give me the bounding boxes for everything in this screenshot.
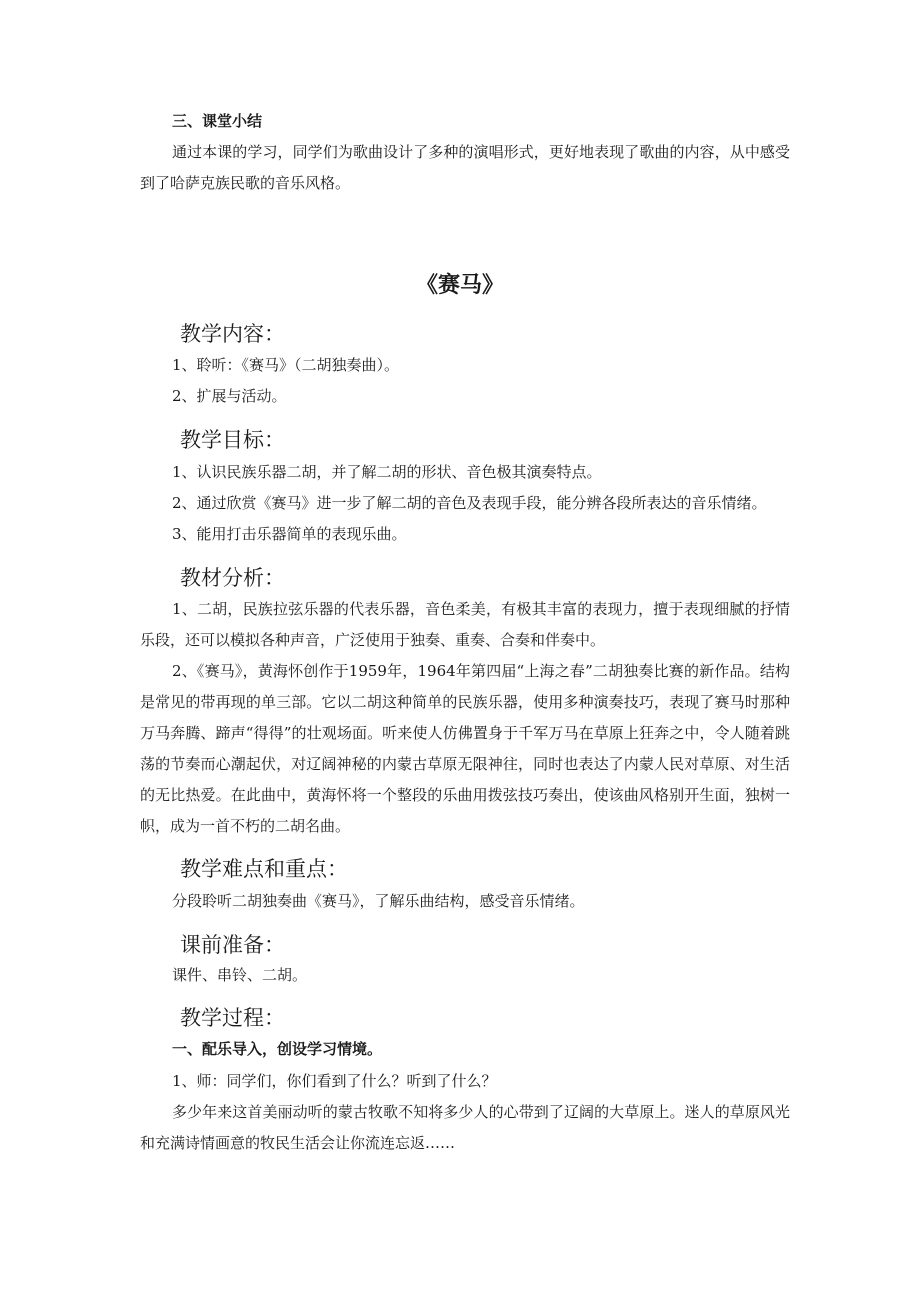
- lesson-title: 《赛马》: [415, 273, 504, 298]
- process-paragraph: 多少年来这首美丽动听的蒙古牧歌不知将多少人的心带到了辽阔的大草原上。迷人的草原风光和充满诗情画意的牧民生活会让你流连忘返……: [140, 1103, 790, 1152]
- content-heading: 教学内容：: [180, 322, 285, 346]
- summary-paragraph: 通过本课的学习，同学们为歌曲设计了多种的演唱形式，更好地表现了歌曲的内容，从中感受到了哈萨克族民歌的音乐风格。: [140, 143, 790, 192]
- analysis-paragraph-2: 2、《赛马》，黄海怀创作于1959年，1964年第四届“上海之春”二胡独奏比赛的新作品。结构是常见的带再现的单三部。它以二胡这种简单的民族乐器，使用多种演奏技巧，表现了赛马时那种万马奔腾、蹄声“得得”的壮观场面。听来使人仿佛置身于千军万马在草原上狂奔之中，令人随着跳荡的节奏而心潮起伏，对辽阔神秘的内蒙古草原无限神往，同时也表达了内蒙人民对草原、对生活的无比热爱。在此曲中，黄海怀将一个整段的乐曲用拨弦技巧奏出，使该曲风格别开生面，独树一帜，成为一首不朽的二胡名曲。: [140, 662, 790, 835]
- analysis-heading: 教材分析：: [180, 566, 285, 590]
- process-step-1: 一、配乐导入，创设学习情境。: [172, 1040, 383, 1058]
- analysis-paragraph-1: 1、二胡，民族拉弦乐器的代表乐器，音色柔美，有极其丰富的表现力，擅于表现细腻的抒情乐段，还可以模拟各种声音，广泛使用于独奏、重奏、合奏和伴奏中。: [140, 600, 790, 649]
- goals-heading: 教学目标：: [180, 428, 285, 452]
- preparation-paragraph: 课件、串铃、二胡。: [172, 966, 308, 984]
- goal-item: 2、通过欣赏《赛马》进一步了解二胡的音色及表现手段，能分辨各段所表达的音乐情绪。: [172, 494, 767, 512]
- preparation-heading: 课前准备：: [180, 933, 285, 957]
- goal-item: 1、认识民族乐器二胡，并了解二胡的形状、音色极其演奏特点。: [172, 463, 602, 481]
- content-item: 1、聆听：《赛马》（二胡独奏曲）。: [172, 356, 400, 374]
- difficulty-paragraph: 分段聆听二胡独奏曲《赛马》，了解乐曲结构，感受音乐情绪。: [172, 892, 585, 910]
- summary-heading: 三、课堂小结: [172, 112, 263, 130]
- process-question-1: 1、师：同学们，你们看到了什么？听到了什么？: [172, 1072, 497, 1090]
- process-heading: 教学过程：: [180, 1006, 285, 1030]
- content-item: 2、扩展与活动。: [172, 387, 287, 405]
- goal-item: 3、能用打击乐器简单的表现乐曲。: [172, 525, 407, 543]
- difficulty-heading: 教学难点和重点：: [180, 857, 348, 881]
